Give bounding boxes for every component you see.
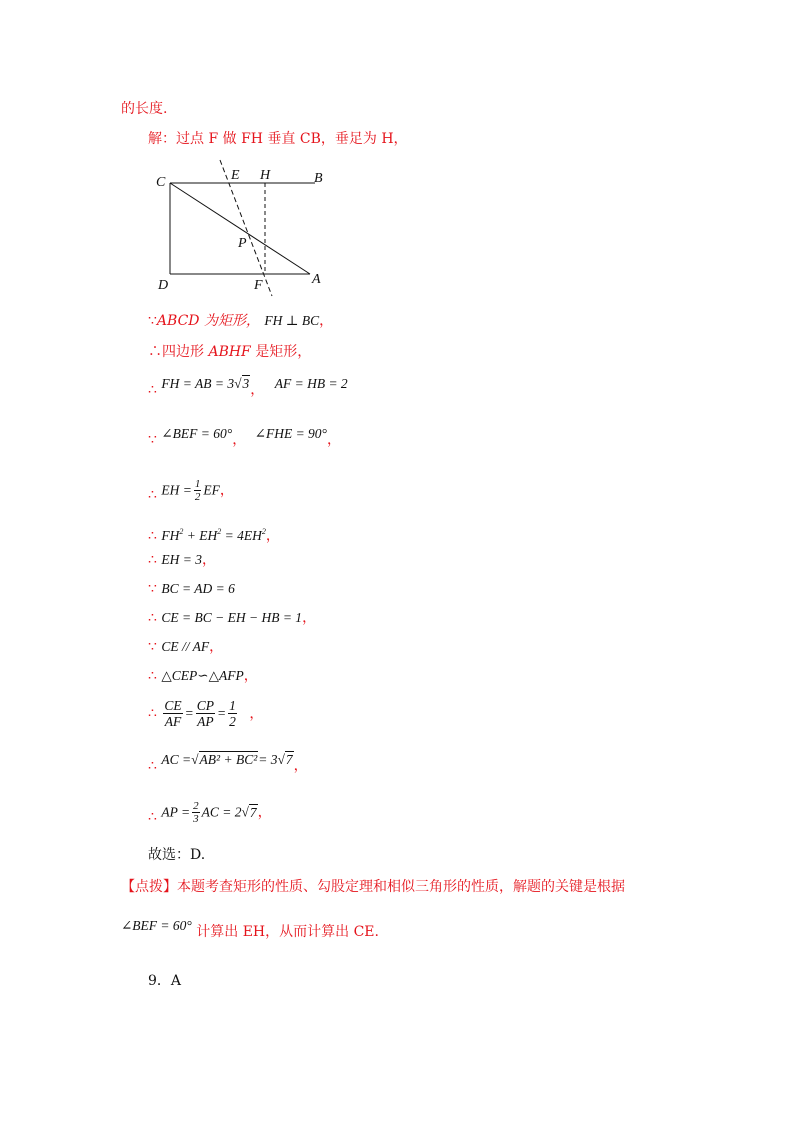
step-7: ∴ EH = 3， xyxy=(148,552,216,568)
fraction-two-thirds: $\frac{2}{3}$ xyxy=(193,800,199,825)
step-3: ∴ FH = AB = 3√3， AF = HB = 2 xyxy=(148,376,348,398)
step-10: ∵ CE // AF， xyxy=(148,639,224,655)
label-f: F xyxy=(254,278,263,293)
comment-tail: 计算出 EH，从而计算出 CE. xyxy=(196,924,379,940)
solution-intro: 解：过点 F 做 FH 垂直 CB，垂足为 H， xyxy=(148,131,408,147)
step-12: ∴ $\frac{CE}{AF}$ = $\frac{CP}{AP}$ = $\frac{1}{2}$ ， xyxy=(148,698,264,729)
step-1: ∵ABCD 为矩形， FH ⊥ BC， xyxy=(148,313,334,329)
label-b: B xyxy=(314,171,323,186)
fraction-one-half-b: $\frac{1}{2}$ xyxy=(229,698,236,729)
label-h: H xyxy=(260,168,271,183)
step-9: ∴ CE = BC − EH − HB = 1， xyxy=(148,610,317,626)
comment-text: 本题考查矩形的性质、勾股定理和相似三角形的性质，解题的关键是根据 xyxy=(177,879,625,895)
step-4: ∵ ∠BEF = 60°， ∠FHE = 90°， xyxy=(148,426,341,448)
step-8: ∵ BC = AD = 6 xyxy=(148,581,235,597)
fraction-ce-af: $\frac{CE}{AF}$ xyxy=(164,698,182,729)
comment-math: ∠BEF = 60° xyxy=(121,918,192,933)
comment-line xyxy=(121,877,625,897)
step-6: ∴ $FH^2 + EH^2 = 4EH^2$， xyxy=(148,527,280,544)
label-a: A xyxy=(312,272,321,287)
label-d: D xyxy=(158,278,169,293)
comment-tag: 【点拨】 xyxy=(121,879,177,895)
fraction-one-half: $\frac{1}{2}$ xyxy=(194,478,201,503)
step-5: ∴ EH = $\frac{1}{2}$ EF， xyxy=(148,478,234,503)
step-13: ∴ AC =√AB² + BC²= 3√7， xyxy=(148,752,308,774)
figure-shapes xyxy=(156,160,323,296)
step-11: ∴ △CEP∽△AFP， xyxy=(148,668,258,684)
segment-ca xyxy=(170,183,310,274)
step-14: ∴ AP = $\frac{2}{3}$ AC = 2√7， xyxy=(148,800,272,825)
answer-line: 故选：D. xyxy=(148,847,206,863)
geometry-figure xyxy=(150,158,340,298)
comment-line-2 xyxy=(121,918,379,942)
label-e: E xyxy=(231,168,240,183)
fraction-cp-ap: $\frac{CP}{AP}$ xyxy=(196,698,215,729)
label-p: P xyxy=(238,236,247,251)
label-c: C xyxy=(156,175,166,190)
step-2: ∴四边形 ABHF 是矩形， xyxy=(148,344,312,360)
next-item: 9．A xyxy=(148,973,182,989)
top-text: 的长度. xyxy=(121,101,168,117)
